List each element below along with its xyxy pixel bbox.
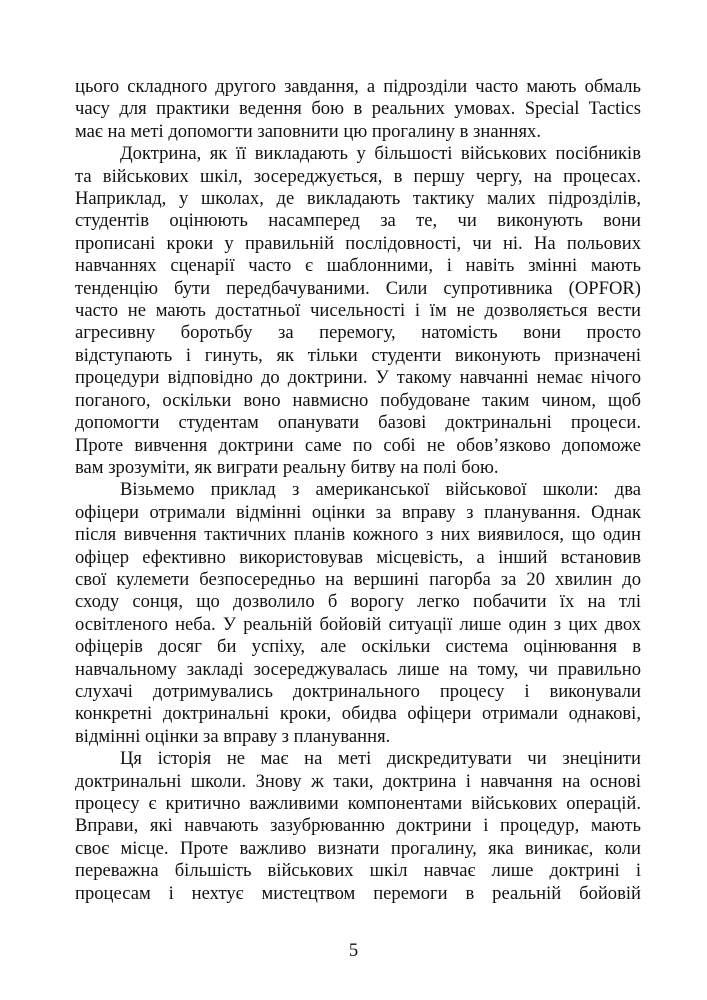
text-line: навчальному закладі зосереджувалась лише на тому, чи правильно: [75, 658, 641, 680]
text-line: Вправи, які навчають зазубрюванню доктрини і процедур, мають: [75, 815, 641, 837]
text-line: Ця історія не має на меті дискредитувати чи знецінити: [120, 748, 641, 770]
text-line: вам зрозуміти, як виграти реальну битву на полі бою.: [75, 456, 499, 478]
paragraph: [75, 143, 641, 479]
text-line: студентів оцінюють насамперед за те, чи виконують вони: [75, 210, 641, 232]
text-line: процесу є критично важливими компонентами військових операцій.: [75, 793, 641, 814]
text-line: агресивну боротьбу за перемогу, натомість вони просто: [75, 322, 641, 344]
text-line: тенденцію бути передбачуваними. Сили супротивника (OPFOR): [75, 277, 641, 299]
text-line: Наприклад, у школах, де викладають тактику малих підрозділів,: [75, 188, 641, 210]
document-body: [75, 76, 641, 905]
text-line: Візьмемо приклад з американської військової школи: два: [120, 479, 641, 501]
paragraph: [75, 76, 641, 143]
text-line: процесам і нехтує мистецтвом перемоги в реальній бойовій: [75, 882, 641, 904]
text-line: допомогти студентам опанувати базові доктринальні процеси.: [75, 412, 641, 434]
text-line: часу для практики ведення бою в реальних умовах. Special Tactics: [75, 98, 641, 120]
text-line: доктринальні школи. Знову ж таки, доктрина і навчання на основі: [75, 770, 641, 792]
text-line: конкретні доктринальні кроки, обидва офіцери отримали однакові,: [75, 703, 641, 725]
text-line: має на меті допомогти заповнити цю прогалину в знаннях.: [75, 120, 541, 142]
text-line: відступають і гинуть, як тільки студенти виконують призначені: [75, 344, 641, 366]
text-line: слухачі дотримувались доктринального процесу і виконували: [75, 680, 641, 702]
text-line: сходу сонця, що дозволило б ворогу легко побачити їх на тлі: [75, 591, 641, 613]
text-line: відмінні оцінки за вправу з планування.: [75, 725, 391, 747]
text-line: часто не мають достатньої чисельності і їм не дозволяється вести: [75, 300, 641, 322]
text-line: та військових шкіл, зосереджується, в першу чергу, на процесах.: [75, 165, 641, 187]
paragraph: [75, 479, 641, 748]
text-line: цього складного другого завдання, а підрозділи часто мають обмаль: [75, 76, 641, 97]
text-line: освітленого неба. У реальній бойовій ситуації лише один з цих двох: [75, 613, 641, 635]
text-line: офіцери отримали відмінні оцінки за вправу з планування. Однак: [75, 501, 641, 523]
text-line: поганого, оскільки воно навмисно побудоване таким чином, щоб: [75, 389, 641, 411]
text-line: навчаннях сценарії часто є шаблонними, і навіть змінні мають: [75, 255, 641, 277]
page-number: 5: [348, 940, 359, 961]
paragraph: [75, 748, 641, 905]
text-line: Доктрина, як її викладають у більшості військових посібників: [120, 143, 641, 165]
text-line: офіцер ефективно використовував місцевість, а інший встановив: [75, 546, 641, 568]
text-line: свої кулемети безпосередньо на вершині пагорба за 20 хвилин до: [75, 568, 641, 590]
text-line: прописані кроки у правильній послідовності, чи ні. На польових: [75, 232, 641, 254]
text-line: офіцерів досяг би успіху, але оскільки система оцінювання в: [75, 636, 641, 658]
text-line: переважна більшість військових шкіл навчає лише доктрині і: [75, 860, 641, 882]
text-line: Проте вивчення доктрини саме по собі не обов’язково допоможе: [75, 434, 641, 456]
text-line: процедури відповідно до доктрини. У такому навчанні немає нічого: [75, 367, 641, 389]
text-line: своє місце. Проте важливо визнати прогалину, яка виникає, коли: [75, 837, 641, 859]
text-line: після вивчення тактичних планів кожного з них виявилося, що один: [75, 524, 641, 546]
